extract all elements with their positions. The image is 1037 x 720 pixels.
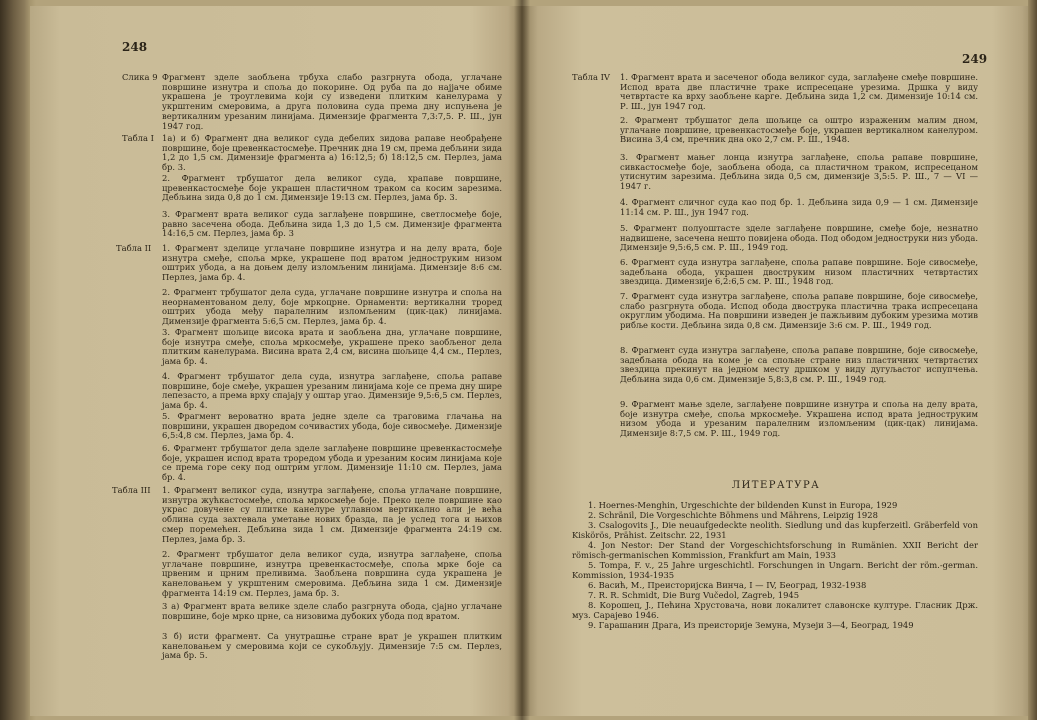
entry-label: Табла III bbox=[112, 485, 151, 495]
entry-text: 2. Фрагмент трбушатог дела великог суда, храпаве површине, цревенкастосмеђе боје украшен пластичном траком са косим зарезима. Дебљина зида 0,8 до 1 см. Димензије 19:13 см. Перлез, јама бр. 3. bbox=[162, 173, 502, 203]
literature-item: 6. Васић, М., Преисторијска Винча, I — IV, Београд, 1932-1938 bbox=[588, 580, 867, 590]
entry-text: 1. Фрагмент великог суда, изнутра заглађене, споља углачане површине, изнутра жућкастосмеђе, споља мркосмеђе боје. Преко целе површине као украс довучене су плитке канелуре углавном вертикално али је већа облина суда захтевала уметање нових бразда, па је услед тога и њихов смер поремећен. Дебљина зида 1 см. Димензије фрагмента 24:19 см. Перлез, јама бр. 3. bbox=[162, 485, 502, 544]
entry-text: 5. Фрагмент вероватно врата једне зделе са траговима глачања на површини, украшен двоpедом сочивастих убода, боје сивосмеђе. Димензије 6,5:4,8 см. Перлез, јама бр. 4. bbox=[162, 411, 502, 441]
literature-item: 1. Hoernes-Menghin, Urgeschichte der bildenden Kunst in Europa, 1929 bbox=[588, 500, 898, 510]
entry-text: 4. Фрагмент трбушатог дела суда, изнутра заглађене, споља рапаве површине, боје смеђе, украшен урезаним линијама које се према дну шире лепезасто, а према врху спајају у оштар угао. Димензије 9,5:6,5 см. Перлез, јама бр. 4. bbox=[162, 371, 502, 411]
entry-text: 3. Фрагмент шољице висока врата и заобљена дна, углачане површине, боје изнутра смеђе, споља мркосмеђе, украшене преко заобљеног дела плитким канелурама. Висина врата 2,4 см, висина шољице 4,4 см., Перлез, јама бр. 4. bbox=[162, 327, 502, 367]
entry-text: 6. Фрагмент суда изнутра заглађене, споља рапаве површине. Боје сивосмеђе, задебљана обода, украшен двоструким низом пластичних четвртастих звездица. Димензије 6,2:6,5 см. Р. Ш., 1948 год. bbox=[620, 257, 978, 287]
page-number-left: 248 bbox=[122, 40, 148, 54]
entry-text: 3 а) Фрагмент врата велике зделе слабо разгрнута обода, сјајно углачане површине, боје мрко црне, са низовима дубоких убода под вратом. bbox=[162, 601, 502, 621]
entry-text: 4. Фрагмент сличног суда као под бр. 1. Дебљина зида 0,9 — 1 см. Димензије 11:14 см. Р. Ш., јун 1947 год. bbox=[620, 197, 978, 217]
literature-item: 5. Tompa, F. v., 25 Jahre urgeschichtl. Forschungen in Ungarn. Bericht der röm.-german. Kommission, 1934-1935 bbox=[572, 560, 978, 580]
entry-label: Табла IV bbox=[572, 72, 610, 82]
entry-text: 2. Фрагмент трбушатог дела суда, углачане површине изнутра и споља на неорнаментованом делу, боје мркоцрне. Орнаменти: вертикални троред оштрих убода међу паралелним изломљеним (цик-цак) линијама. Димензије фрагмента 5:6,5 см. Перлез, јама бр. 4. bbox=[162, 287, 502, 327]
literature-item: 3. Csalogovits J., Die neuaufgedeckte neolith. Siedlung und das kupferzeitl. Gräberfeld von Kiskörös, Prähist. Zeitschr. 22, 1931 bbox=[572, 520, 978, 540]
left-page bbox=[30, 6, 522, 716]
literature-heading: ЛИТЕРАТУРА bbox=[731, 480, 821, 491]
entry-text: 7. Фрагмент суда изнутра заглађене, споља рапаве површине, боје сивосмеђе, слабо разгрнута обода. Испод обода двострука пластична трака испресецана округлим убодима. На површини изведен је пажљивим дубоким урезима мотив рибље кости. Дебљина зида 0,8 см. Димензије 3:6 см. Р. Ш., 1949 год. bbox=[620, 291, 978, 331]
literature-list bbox=[572, 500, 978, 630]
page-edge bbox=[1028, 0, 1037, 720]
entry-text: 3. Фрагмент врата великог суда заглађене површине, светлосмеђе боје, равно засечена обода. Дебљина зида 1,3 до 1,5 см. Димензије фрагмента 14:16,5 см. Перлез, јама бр. 3 bbox=[162, 209, 502, 239]
entry-text: 8. Фрагмент суда изнутра заглађене, споља рапаве површине, боје сивосмеђе, задебљана обода на коме је са спољне стране низ пластичних четвртастих звездица прекинут на једном месту дршком у виду дугуљастог испупчења. Дебљина зида 0,6 см. Димензије 5,8:3,8 см. Р. Ш., 1949 год. bbox=[620, 345, 978, 385]
entry-text: 6. Фрагмент трбушатог дела зделе заглађене површине цревенкастосмеђе боје, украшен испод врата троредом убода и урезаним косим линијама које се према горе секу под оштрим углом. Димензије 11:10 см. Перлез, јама бр. 4. bbox=[162, 443, 502, 483]
entry-text: 3 б) исти фрагмент. Са унутрашње стране врат је украшен плитким канеловањем у смеровима који се сукобљују. Димензије 7:5 см. Перлез, јама бр. 5. bbox=[162, 631, 502, 661]
entry-label: Табла I bbox=[122, 133, 154, 143]
literature-item: 9. Гарашанин Драга, Из преисторије Земуна, Музеји 3—4, Београд, 1949 bbox=[588, 620, 914, 630]
entry-text: 3. Фрагмент мањег лонца изнутра заглађене, споља рапаве површине, сивкастосмеђе боје, заобљена обода, са пластичном траком, испресецаном утиснутим зарезима. Дебљина зида 0,5 см, димензије 3,5:5. Р. Ш., 7 — VI — 1947 г. bbox=[620, 152, 978, 192]
right-page bbox=[522, 6, 1030, 716]
entry-label: Слика 9 bbox=[122, 72, 158, 82]
entry-text: 1. Фрагмент врата и засеченог обода великог суда, заглађене смеђе површине. Испод врата две пластичне траке испресецане урезима. Дршка у виду четвртасте ка врху заобљене карге. Дебљина зида 1,2 см. Димензије 10:14 см. Р. Ш., јун 1947 год. bbox=[620, 72, 978, 112]
literature-item: 7. R. R. Schmidt, Die Burg Vučedol, Zagreb, 1945 bbox=[588, 590, 800, 600]
entry-text: 2. Фрагмент трбушатог дела шољице са оштро израженим малим дном, углачане површине, цревенкастосмеђе боје, украшен вертикалном канелуром. Висина 3,4 см, пречник дна око 2,7 см. Р. Ш., 1948. bbox=[620, 115, 978, 145]
book-gutter bbox=[514, 0, 530, 720]
literature-item: 2. Schränil, Die Vorgeschichte Böhmens und Mährens, Leipzig 1928 bbox=[588, 510, 878, 520]
entry-text: 5. Фрагмент полуоштасте зделе заглађене површине, смеђе боје, незнатно надвишене, засечена нешто повијена обода. Под ободом једноструки низ убода. Димензије 9,5:6,5 см. Р. Ш., 1949 год. bbox=[620, 223, 978, 253]
entry-text: 1. Фрагмент зделице углачане површине изнутра и на делу врата, боје изнутра смеђе, споља мрке, украшене под вратом једноструким низом оштрих убода, а на доњем делу изломљеним линијама. Димензије 8:6 см. Перлез, јама бр. 4. bbox=[162, 243, 502, 283]
page-number-right: 249 bbox=[962, 52, 988, 66]
entry-text: 9. Фрагмент мање зделе, заглађене површине изнутра и споља на делу врата, боје изнутра смеђе, споља мркосмеђе. Украшена испод врата једноструким низом убода и урезаним паралелним изломљеним (цик-цак) линијама. Димензије 8:7,5 см. Р. Ш., 1949 год. bbox=[620, 399, 978, 439]
entry-text: Фрагмент зделе заобљена трбуха слабо разгрнута обода, углачане површине изнутра и споља до покорине. Од руба па до најјаче обиме украшена је троуглевима који су изведени плитким канелурама у укрштеним смеровима, а друга половина суда према дну испуњена је вертикалним урезаним линијама. Димензије фрагмента 7,3:7,5. Р. Ш., јун 1947 год. bbox=[162, 72, 502, 131]
literature-item: 4. Jon Nestor: Der Stand der Vorgeschichtsforschung in Rumänien. XXII Bericht der römisch-germanischen Kommission, Frankfurt am Main, 1933 bbox=[572, 540, 978, 560]
literature-item: 8. Корошец, J., Пећина Хрустовача, нови локалитет славонске културе. Гласник Држ. муз. Сарајево 1946. bbox=[572, 600, 978, 620]
entry-text: 2. Фрагмент трбушатог дела великог суда, изнутра заглађене, споља углачане површине, изнутра цревенкастосмеђе, споља мрке боје са црвеним и црним преливима. Заобљена површина суда украшена је канеловањем у укрштеним смеровима. Дебљина зида 1 см. Димензије фрагмента 14:19 см. Перлез, јама бр. 3. bbox=[162, 549, 502, 598]
entry-label: Табла II bbox=[116, 243, 152, 253]
entry-text: 1а) и б) Фрагмент дна великог суда дебелих зидова рапаве необрађене површине, боје цревенкастосмеђе. Пречник дна 19 см, према дебљини зида 1,2 до 1,5 см. Димензије фрагмента а) 16:12,5; б) 18:12,5 см. Перлез, јама бр. 3. bbox=[162, 133, 502, 173]
